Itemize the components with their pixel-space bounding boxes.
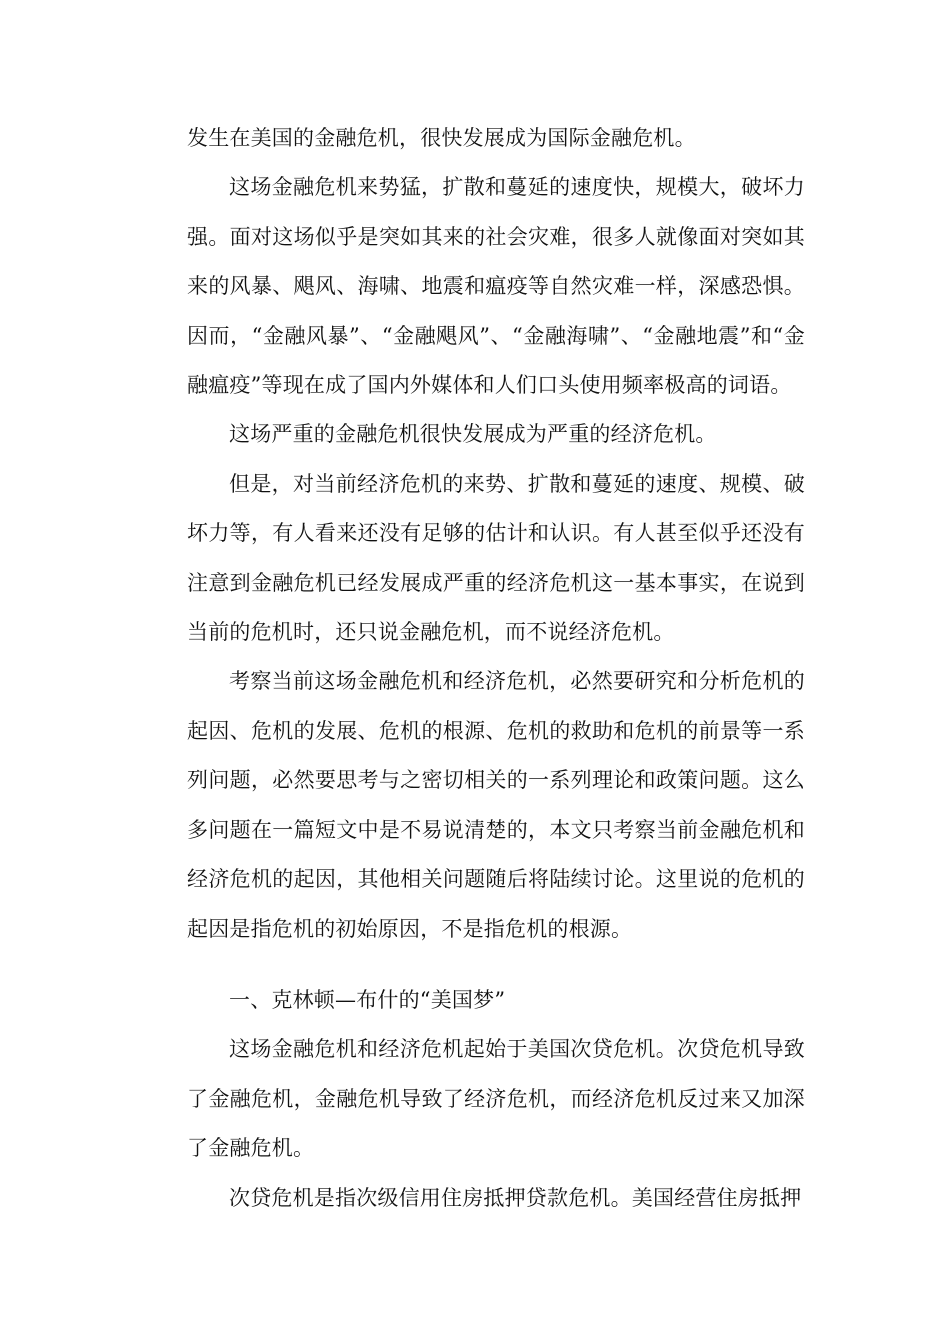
document-body — [187, 114, 805, 1223]
paragraph-subprime-origin: 这场金融危机和经济危机起始于美国次贷危机。次贷危机导致了金融危机，金融危机导致了经济危机，而经济危机反过来又加深了金融危机。 — [187, 1037, 805, 1161]
paragraph-underestimation: 但是，对当前经济危机的来势、扩散和蔓延的速度、规模、破坏力等，有人看来还没有足够的估计和认识。有人甚至似乎还没有注意到金融危机已经发展成严重的经济危机这一基本事实，在说到当前的危机时，还只说金融危机，而不说经济危机。 — [187, 471, 805, 645]
paragraph-economic-crisis: 这场严重的金融危机很快发展成为严重的经济危机。 — [229, 422, 717, 447]
paragraph-crisis-severity: 这场金融危机来势猛，扩散和蔓延的速度快，规模大，破坏力强。面对这场似乎是突如其来的社会灾难，很多人就像面对突如其来的风暴、飓风、海啸、地震和瘟疫等自然灾难一样，深感恐惧。因而，“金融风暴”、“金融飓风”、“金融海啸”、“金融地震”和“金融瘟疫”等现在成了国内外媒体和人们口头使用频率极高的词语。 — [187, 175, 805, 398]
paragraph-continuation: 发生在美国的金融危机，很快发展成为国际金融危机。 — [187, 126, 696, 150]
paragraph-subprime-definition: 次贷危机是指次级信用住房抵押贷款危机。美国经营住房抵押 — [229, 1185, 802, 1210]
paragraph-scope: 考察当前这场金融危机和经济危机，必然要研究和分析危机的起因、危机的发展、危机的根源、危机的救助和危机的前景等一系列问题，必然要思考与之密切相关的一系列理论和政策问题。这么多问题在一篇短文中是不易说清楚的，本文只考察当前金融危机和经济危机的起因，其他相关问题随后将陆续讨论。这里说的危机的起因是指危机的初始原因，不是指危机的根源。 — [187, 669, 805, 941]
section-heading: 一、克林顿—布什的“美国梦” — [229, 987, 506, 1012]
